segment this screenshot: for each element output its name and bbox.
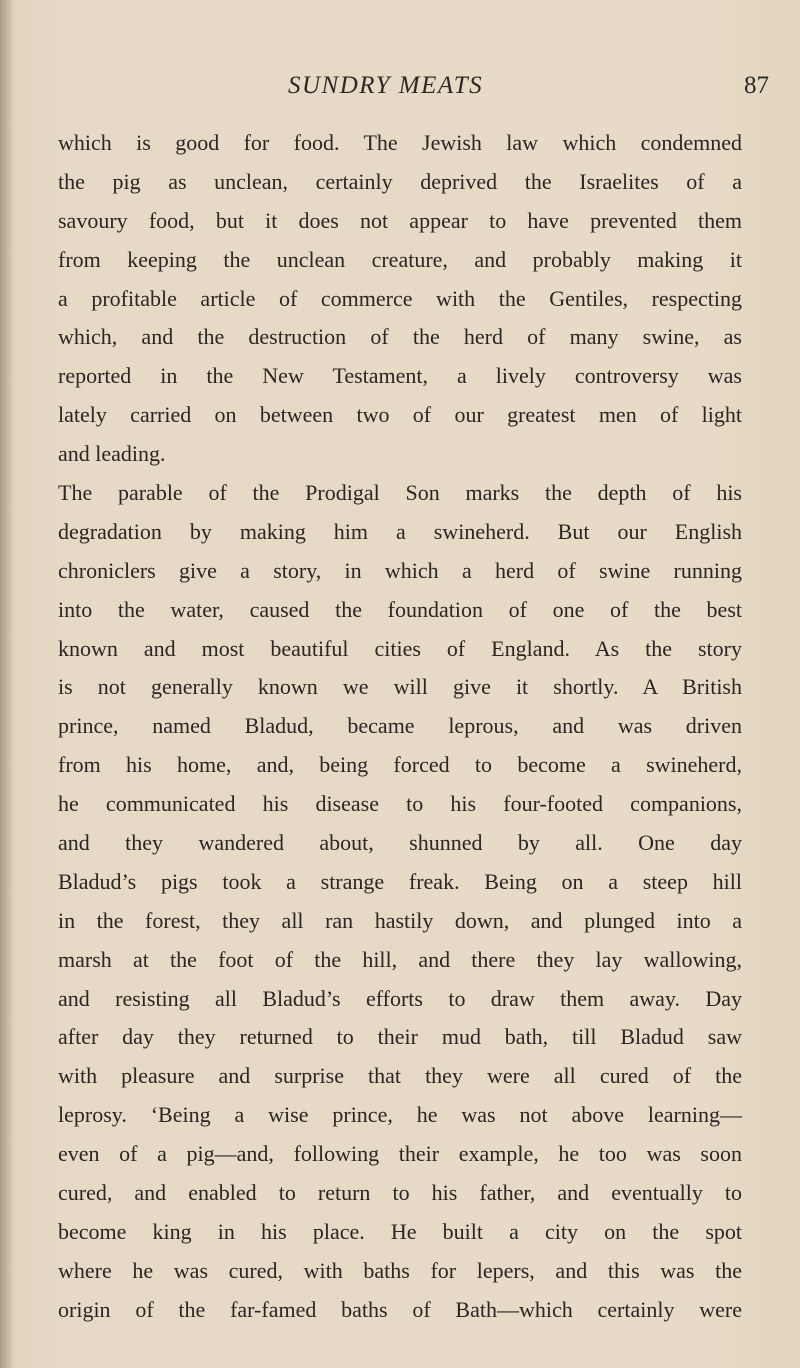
text-line: The parable of the Prodigal Son marks the depth of his (58, 480, 742, 506)
paragraph-end-line: and leading. (58, 441, 166, 467)
text-line: cured, and enabled to return to his father, and eventually to (58, 1180, 742, 1206)
text-line: and they wandered about, shunned by all. One day (58, 830, 742, 856)
running-head: SUNDRY MEATS (288, 72, 484, 99)
text-line: origin of the far-famed baths of Bath—which certainly were (58, 1296, 742, 1322)
text-line: is not generally known we will give it shortly. A British (58, 674, 742, 700)
text-line: where he was cured, with baths for lepers, and this was the (58, 1257, 742, 1283)
text-line: from keeping the unclean creature, and probably making it (58, 246, 742, 272)
text-line: degradation by making him a swineherd. But our English (58, 518, 742, 544)
text-line: chroniclers give a story, in which a herd of swine running (58, 557, 742, 583)
text-line: the pig as unclean, certainly deprived the Israelites of a (58, 168, 742, 194)
page-header (0, 72, 800, 104)
text-line: with pleasure and surprise that they were all cured of the (58, 1063, 742, 1089)
text-line: into the water, caused the foundation of one of the best (58, 596, 742, 622)
text-line: reported in the New Testament, a lively controversy was (58, 363, 742, 389)
text-line: lately carried on between two of our greatest men of light (58, 402, 742, 428)
text-line: and resisting all Bladud’s efforts to draw them away. Day (58, 985, 742, 1011)
spine-shadow (0, 0, 14, 1368)
text-line: become king in his place. He built a city on the spot (58, 1218, 742, 1244)
text-line: from his home, and, being forced to become a swineherd, (58, 752, 742, 778)
text-line: which is good for food. The Jewish law which condemned (58, 130, 742, 155)
text-line: in the forest, they all ran hastily down, and plunged into a (58, 907, 742, 933)
text-line: after day they returned to their mud bath, till Bladud saw (58, 1024, 742, 1050)
text-line: even of a pig—and, following their example, he too was soon (58, 1141, 742, 1167)
page-number: 87 (744, 72, 769, 99)
body-text (58, 124, 742, 1330)
text-line: savoury food, but it does not appear to have prevented them (58, 207, 742, 233)
text-line: known and most beautiful cities of England. As the story (58, 635, 742, 661)
text-line: marsh at the foot of the hill, and there they lay wallowing, (58, 946, 742, 972)
text-line: which, and the destruction of the herd of many swine, as (58, 324, 742, 350)
text-line: leprosy. ‘Being a wise prince, he was not above learning— (58, 1102, 742, 1128)
text-line: prince, named Bladud, became leprous, and was driven (58, 713, 742, 739)
text-line: he communicated his disease to his four-footed companions, (58, 791, 742, 817)
text-line: a profitable article of commerce with the Gentiles, respecting (58, 285, 742, 311)
text-line: Bladud’s pigs took a strange freak. Being on a steep hill (58, 868, 742, 894)
